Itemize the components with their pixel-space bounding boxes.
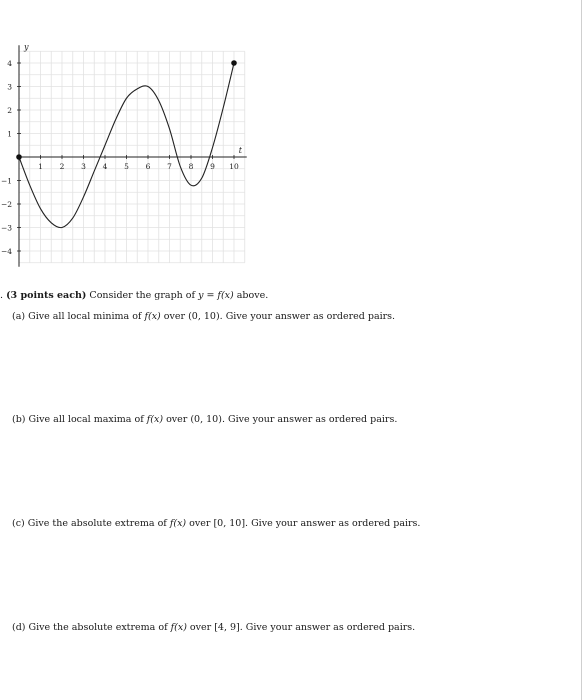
y-tick-label: −4: [0, 247, 12, 256]
part-label: (c): [12, 518, 25, 529]
part-interval: [4, 9]: [214, 622, 240, 633]
x-axis-label: t: [238, 146, 242, 155]
problem-stem: [0, 290, 268, 301]
x-tick-label: 6: [145, 162, 151, 171]
part-text-middle: over: [163, 414, 191, 425]
problem-points: (3 points each): [6, 290, 87, 301]
y-tick-label: 2: [7, 106, 12, 115]
x-tick-label: 2: [59, 162, 65, 171]
part-interval: (0, 10): [190, 414, 222, 425]
y-tick-label: −3: [0, 223, 12, 233]
problem-stem-text-after: above.: [233, 290, 269, 301]
part-math: f(x): [169, 518, 187, 529]
question-part-b: [12, 414, 397, 425]
question-part-c: [12, 518, 420, 529]
part-math: f(x): [170, 622, 187, 633]
y-tick-label: 1: [7, 129, 12, 139]
x-tick-label: 8: [188, 162, 194, 171]
part-interval: [0, 10]: [213, 518, 246, 529]
page-edge-rule: [581, 0, 582, 700]
part-math: f(x): [144, 311, 161, 322]
y-tick-label: −1: [0, 176, 12, 186]
function-graph: [0, 40, 270, 280]
part-label: (a): [12, 311, 26, 322]
part-text-before: Give the absolute extrema of: [27, 518, 170, 529]
y-axis-label: y: [24, 42, 29, 52]
part-text-before: Give all local minima of: [28, 311, 145, 322]
problem-stem-math: y = f(x): [198, 290, 234, 301]
x-tick-label: 7: [167, 162, 172, 171]
part-label: (d): [12, 622, 26, 633]
x-tick-label: 4: [102, 162, 108, 171]
y-tick-label: −2: [0, 200, 12, 209]
x-tick-label: 10: [229, 162, 239, 171]
problem-number-prefix: .: [0, 290, 4, 301]
y-tick-label: 4: [7, 59, 12, 68]
curve-endpoint: [232, 61, 237, 66]
question-part-d: [12, 622, 415, 633]
part-text-before: Give the absolute extrema of: [28, 622, 171, 633]
part-text-middle: over: [160, 311, 189, 322]
part-math: f(x): [146, 414, 164, 425]
part-interval: (0, 10): [188, 311, 220, 322]
part-text-before: Give all local maxima of: [28, 414, 147, 425]
part-text-after: . Give your answer as ordered pairs.: [221, 414, 398, 425]
x-tick-label: 3: [81, 162, 86, 171]
question-part-a: [12, 311, 395, 322]
part-label: (b): [12, 414, 26, 425]
x-tick-label: 5: [124, 162, 129, 171]
curve-endpoint: [17, 155, 22, 160]
part-text-after: . Give your answer as ordered pairs.: [219, 311, 396, 322]
x-tick-label: 9: [210, 162, 215, 171]
y-tick-label: 3: [7, 82, 12, 92]
x-tick-label: 1: [38, 162, 43, 171]
problem-stem-text-before: Consider the graph of: [86, 290, 199, 301]
part-text-after: . Give your answer as ordered pairs.: [245, 518, 421, 529]
part-text-middle: over: [186, 622, 215, 633]
part-text-middle: over: [186, 518, 214, 529]
part-text-after: . Give your answer as ordered pairs.: [239, 622, 416, 633]
